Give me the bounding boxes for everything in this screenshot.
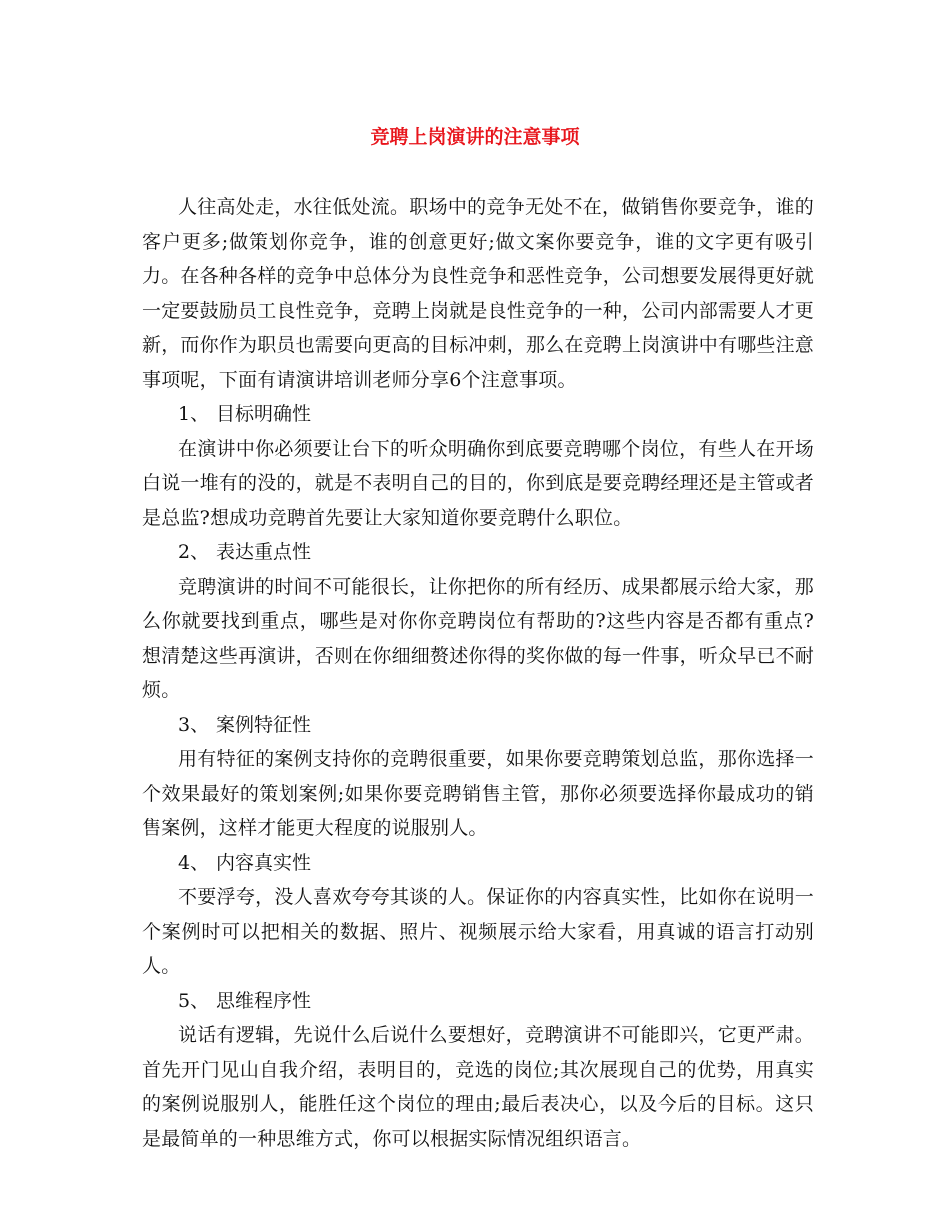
section-heading-3	[142, 708, 814, 743]
section-body-3: 用有特征的案例支持你的竞聘很重要，如果你要竞聘策划总监，那你选择一个效果最好的策划案例;如果你要竞聘销售主管，那你必须要选择你最成功的销售案例，这样才能更大程度的说服别人。	[142, 748, 814, 839]
section-title: 目标明确性	[216, 403, 312, 425]
section-title: 思维程序性	[216, 989, 312, 1012]
section-body-4: 不要浮夸，没人喜欢夸夸其谈的人。保证你的内容真实性，比如你在说明一个案例时可以把相关的数据、照片、视频展示给大家看，用真诚的语言打动别人。	[142, 886, 814, 977]
section-number: 1、	[178, 403, 210, 425]
section-body-1: 在演讲中你必须要让台下的听众明确你到底要竞聘哪个岗位，有些人在开场白说一堆有的没的，就是不表明自己的目的，你到底是要竞聘经理还是主管或者是总监?想成功竞聘首先要让大家知道你要竞聘什么职位。	[142, 437, 815, 529]
section-number: 2、	[178, 541, 210, 563]
section-title: 案例特征性	[216, 713, 312, 736]
section-heading-2	[142, 535, 814, 570]
section-heading-5	[142, 984, 814, 1019]
section-body-5: 说话有逻辑，先说什么后说什么要想好，竞聘演讲不可能即兴，它更严肃。首先开门见山自我介绍，表明目的，竞选的岗位;其次展现自己的优势，用真实的案例说服别人，能胜任这个岗位的理由;最后表决心，以及今后的目标。这只是最简单的一种思维方式，你可以根据实际情况组织语言。	[142, 1024, 814, 1150]
section-number: 3、	[178, 713, 210, 736]
section-number: 4、	[178, 851, 210, 874]
section-title: 表达重点性	[216, 541, 312, 563]
intro-paragraph: 人往高处走，水往低处流。职场中的竞争无处不在，做销售你要竞争，谁的客户更多;做策划你竞争，谁的创意更好;做文案你要竞争，谁的文字更有吸引力。在各种各样的竞争中总体分为良性竞争和恶性竞争，公司想要发展得更好就一定要鼓励员工良性竞争，竞聘上岗就是良性竞争的一种，公司内部需要人才更新，而你作为职员也需要向更高的目标冲刺，那么在竞聘上岗演讲中有哪些注意事项呢，下面有请演讲培训老师分享6个注意事项。	[142, 196, 815, 391]
section-title: 内容真实性	[216, 851, 312, 874]
section-number: 5、	[178, 989, 210, 1012]
section-heading-4	[142, 846, 814, 881]
section-heading-1	[142, 397, 814, 432]
document-body	[142, 190, 814, 1156]
document-title: 竞聘上岗演讲的注意事项	[370, 126, 580, 148]
section-body-2: 竞聘演讲的时间不可能很长，让你把你的所有经历、成果都展示给大家，那么你就要找到重点，哪些是对你你竞聘岗位有帮助的?这些内容是否都有重点?想清楚这些再演讲，否则在你细细赘述你得的奖你做的每一件事，听众早已不耐烦。	[142, 575, 815, 701]
